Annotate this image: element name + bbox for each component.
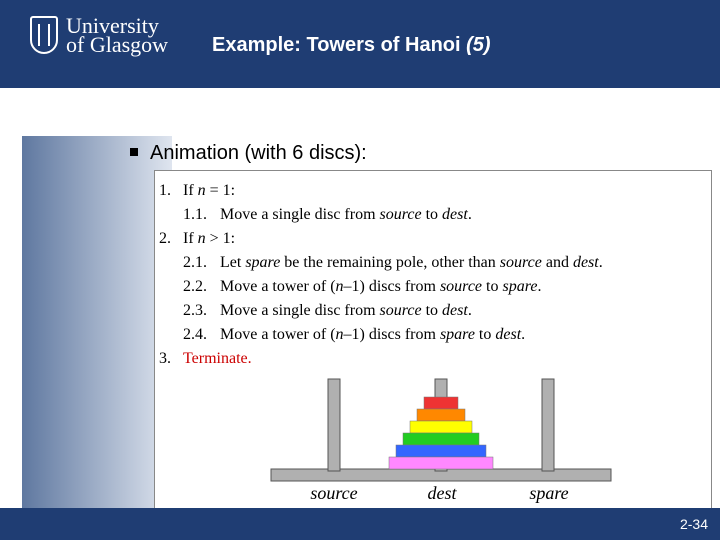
pole-spare (542, 379, 554, 471)
slide-title-main: Example: Towers of Hanoi (212, 34, 467, 56)
step-text: Move a single disc from source to dest. (220, 302, 472, 319)
step-text: Move a tower of (n–1) discs from spare to dest. (220, 326, 526, 343)
step-number: 1. (159, 182, 171, 199)
crest-icon (30, 16, 58, 54)
step-number: 2. (159, 230, 171, 247)
pole-label-dest: dest (427, 483, 457, 503)
logo-text-line2: of Glasgow (66, 32, 169, 57)
bullet-point (130, 142, 367, 165)
pole-label-spare: spare (529, 483, 569, 503)
step-number: 1.1. (183, 206, 207, 223)
step-text: If n > 1: (183, 230, 236, 247)
disc-2 (417, 409, 465, 421)
bullet-square-icon (130, 148, 138, 156)
step-number: 2.1. (183, 254, 207, 271)
step-number: 2.4. (183, 326, 207, 343)
slide-header (0, 0, 720, 88)
slide-title (212, 34, 491, 57)
algorithm-panel (154, 170, 712, 512)
pole-source (328, 379, 340, 471)
bullet-text: Animation (with 6 discs): (150, 142, 367, 164)
step-text: Move a single disc from source to dest. (220, 206, 472, 223)
disc-1 (424, 397, 458, 409)
slide-title-number: (5) (466, 34, 491, 56)
pole-label-source: source (310, 483, 358, 503)
step-text: Let spare be the remaining pole, other than source and dest. (220, 254, 603, 271)
title-band (22, 88, 720, 136)
disc-6 (389, 457, 493, 469)
step-number: 2.3. (183, 302, 207, 319)
step-number: 3. (159, 350, 171, 367)
disc-5 (396, 445, 486, 457)
page-number: 2-34 (679, 516, 708, 532)
side-gradient (22, 136, 172, 508)
step-number: 2.2. (183, 278, 207, 295)
disc-3 (410, 421, 472, 433)
footer-bar (0, 508, 720, 540)
disc-4 (403, 433, 479, 445)
logo-text-line1: University (66, 13, 159, 38)
university-logo (30, 14, 180, 64)
step-text-terminate: Terminate. (183, 350, 252, 367)
step-text: Move a tower of (n–1) discs from source to spare. (220, 278, 542, 295)
step-text: If n = 1: (183, 182, 236, 199)
towers-diagram (155, 171, 711, 511)
